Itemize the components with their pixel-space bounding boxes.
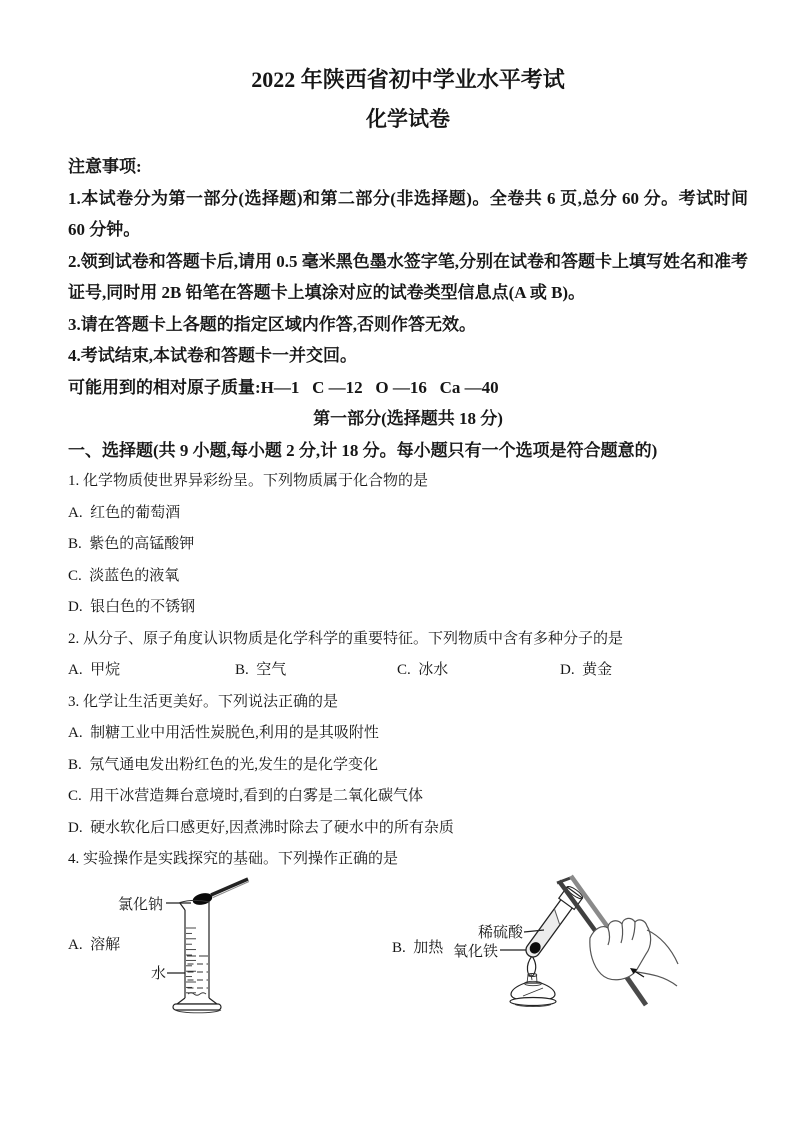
- question-2-option-b: B. 空气: [235, 662, 287, 678]
- question-4: [68, 844, 748, 1048]
- notice-header: 注意事项:: [68, 157, 142, 176]
- heating-diagram: [440, 874, 685, 1024]
- exam-title: 2022 年陕西省初中学业水平考试: [251, 67, 565, 92]
- question-4-figure: [68, 872, 748, 1048]
- graduated-cylinder-icon: [173, 900, 221, 1012]
- question-3-option-a: A. 制糖工业中用活性炭脱色,利用的是其吸附性: [68, 725, 379, 741]
- notice-item-3: 3.请在答题卡上各题的指定区域内作答,否则作答无效。: [68, 314, 476, 334]
- question-1-option-d: D. 银白色的不锈钢: [68, 599, 196, 615]
- question-3: [68, 687, 748, 845]
- question-2-stem: 2. 从分子、原子角度认识物质是化学科学的重要特征。下列物质中含有多种分子的是: [68, 630, 624, 647]
- question-3-stem: 3. 化学让生活更美好。下列说法正确的是: [68, 693, 339, 710]
- question-2-options-row: [68, 655, 748, 687]
- spoon-icon: [191, 879, 249, 907]
- atomic-mass-line: 可能用到的相对原子质量:H—1 C —12 O —16 Ca —40: [68, 377, 499, 397]
- tick-marks: [186, 928, 196, 993]
- sodium-chloride-label: 氯化钠: [118, 896, 164, 913]
- question-2-option-c: C. 冰水: [397, 662, 449, 678]
- part1-header: 第一部分(选择题共 18 分): [313, 409, 503, 428]
- question-1-option-c: C. 淡蓝色的液氧: [68, 567, 180, 584]
- exam-subtitle: 化学试卷: [366, 107, 450, 131]
- question-3-option-c: C. 用干冰营造舞台意境时,看到的白雾是二氧化碳气体: [68, 788, 424, 804]
- question-3-option-b: B. 氖气通电发出粉红色的光,发生的是化学变化: [68, 756, 379, 773]
- question-2-option-d: D. 黄金: [560, 662, 613, 678]
- question-4-option-b-label: B. 加热: [392, 939, 444, 956]
- notice-item-2: 2.领到试卷和答题卡后,请用 0.5 毫米黑色墨水签字笔,分别在试卷和答题卡上填写姓名和准考证号,同时用 2B 铅笔在答题卡上填涂对应的试卷类型信息点(A 或 B)。: [68, 251, 748, 302]
- notice-item-4: 4.考试结束,本试卷和答题卡一并交回。: [68, 346, 357, 365]
- question-1-option-a: A. 红色的葡萄酒: [68, 504, 181, 521]
- question-1-option-b: B. 紫色的高锰酸钾: [68, 536, 195, 552]
- section1-header: 一、选择题(共 9 小题,每小题 2 分,计 18 分。每小题只有一个选项是符合题意的): [68, 440, 658, 460]
- alcohol-lamp-icon: [510, 956, 556, 1007]
- notice-item-1: 1.本试卷分为第一部分(选择题)和第二部分(非选择题)。全卷共 6 页,总分 60 分。考试时间 60 分钟。: [68, 188, 748, 239]
- hand-icon: [590, 918, 678, 986]
- question-1: [68, 466, 748, 624]
- question-2: [68, 624, 748, 687]
- water-label: 水: [151, 965, 167, 982]
- question-3-option-d: D. 硬水软化后口感更好,因煮沸时除去了硬水中的所有杂质: [68, 819, 454, 836]
- dissolving-diagram: [105, 872, 285, 1044]
- question-2-option-a: A. 甲烷: [68, 662, 121, 678]
- water-surface-dashes: [187, 956, 208, 995]
- question-4-option-a-label: A. 溶解: [68, 936, 121, 953]
- question-4-stem: 4. 实验操作是实践探究的基础。下列操作正确的是: [68, 851, 399, 867]
- notice-section: [68, 151, 748, 403]
- iron-oxide-label: 氧化铁: [453, 943, 499, 960]
- question-1-stem: 1. 化学物质使世界异彩纷呈。下列物质属于化合物的是: [68, 473, 429, 489]
- dilute-sulfuric-acid-label: 稀硫酸: [478, 924, 524, 941]
- test-tube-icon: [521, 884, 584, 961]
